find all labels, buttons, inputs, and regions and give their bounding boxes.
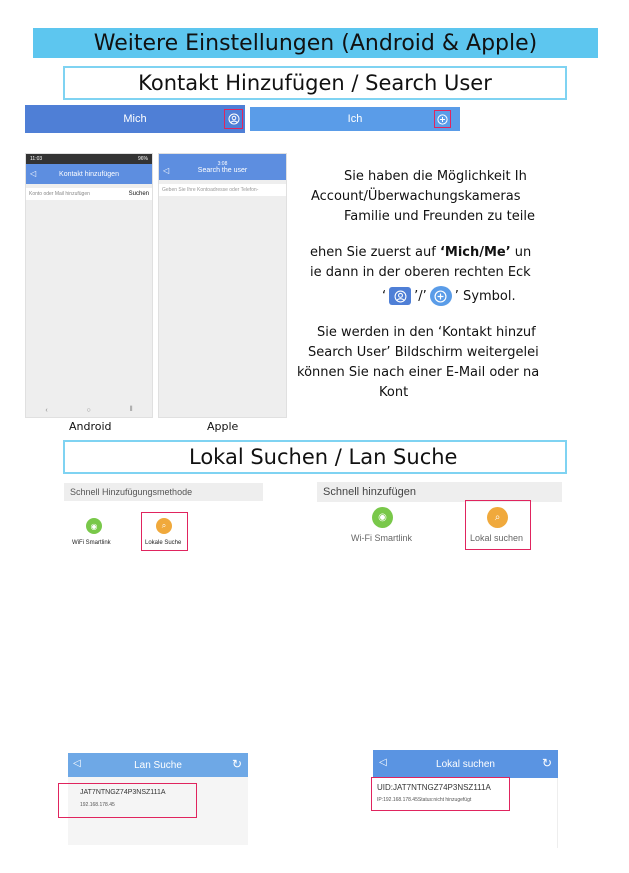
device-status: IP:192.168.178.45Status:nicht hinzugefügt: [377, 797, 472, 803]
user-circle-icon: [394, 290, 407, 303]
android-nav-bar: [26, 403, 152, 417]
user-icon-inline: [389, 287, 411, 305]
lan-search-right: [373, 750, 558, 848]
quick-add-left: [64, 483, 263, 553]
local-search-label[interactable]: Lokale Suche: [145, 540, 182, 546]
instruction-line: ie dann in der oberen rechten Eck: [310, 265, 531, 280]
instruction-line: [310, 245, 531, 260]
search-icon[interactable]: ⌕: [156, 518, 172, 534]
device-uid: JAT7NTNGZ74P3NSZ111A: [80, 789, 166, 796]
instruction-bold: ‘Mich/Me’: [439, 245, 511, 260]
android-search-input[interactable]: Konto oder Mail hinzufügen: [29, 191, 90, 197]
quick-add-right: [317, 482, 562, 554]
quick-add-header: Schnell hinzufügen: [317, 482, 562, 502]
android-search-button[interactable]: Suchen: [128, 191, 149, 197]
instruction-text: ehen Sie zuerst auf: [310, 245, 440, 260]
android-header: [26, 164, 152, 184]
android-caption: Android: [69, 420, 112, 433]
instruction-text: un: [510, 245, 532, 260]
instruction-line: Sie haben die Möglichkeit Ih: [344, 169, 527, 184]
apple-search-input[interactable]: Geben Sie Ihre Kontoadresse oder Telefon-: [162, 187, 259, 193]
device-ip: 192.168.178.45: [80, 802, 115, 808]
ich-tab-bar[interactable]: [250, 107, 460, 131]
apple-status-time: 3:08: [217, 160, 228, 167]
lan-search-left: [68, 753, 248, 845]
apple-header-title: Search the user: [197, 166, 248, 174]
add-contact-highlight[interactable]: [224, 109, 243, 129]
device-uid: UID:JAT7NTNGZ74P3NSZ111A: [377, 783, 491, 792]
lan-result-area: [373, 778, 558, 848]
instruction-line: [382, 286, 516, 306]
back-icon[interactable]: ◁: [163, 166, 170, 175]
search-icon[interactable]: ⌕: [487, 507, 508, 528]
quick-add-header: Schnell Hinzufügungsmethode: [64, 483, 263, 501]
android-status-time: 11:03: [30, 156, 43, 162]
instruction-text: ’ Symbol.: [454, 288, 516, 304]
section-title-lan-text: Lokal Suchen / Lan Suche: [189, 445, 458, 469]
instruction-text: ’/’: [414, 288, 427, 304]
android-status-bar: [26, 154, 152, 164]
page-banner: [33, 28, 598, 58]
wifi-smartlink-label[interactable]: Wi-Fi Smartlink: [351, 533, 412, 543]
plus-circle-icon: [434, 290, 447, 303]
lan-search-title: Lokal suchen: [436, 758, 495, 770]
instruction-line: Familie und Freunden zu teile: [344, 209, 535, 224]
section-title-contact: [63, 66, 567, 100]
instruction-line: können Sie nach einer E-Mail oder na: [297, 365, 540, 380]
ich-label: Ich: [347, 113, 363, 125]
plus-icon-inline: [430, 286, 452, 306]
instruction-line: Account/Überwachungskameras: [311, 189, 521, 204]
banner-title: Weitere Einstellungen (Android & Apple): [93, 30, 538, 56]
wifi-icon[interactable]: ◉: [372, 507, 393, 528]
wifi-smartlink-label[interactable]: WiFi Smartlink: [72, 540, 111, 546]
android-screenshot: [25, 153, 153, 418]
instruction-line: Search User’ Bildschirm weitergelei: [308, 345, 539, 360]
lan-search-title: Lan Suche: [134, 759, 182, 771]
apple-screenshot: [158, 153, 287, 418]
instruction-line: Sie werden in den ‘Kontakt hinzuf: [317, 325, 536, 340]
android-header-title: Kontakt hinzufügen: [59, 170, 119, 178]
section-title-contact-text: Kontakt Hinzufügen / Search User: [138, 71, 492, 95]
apple-header: [159, 154, 286, 180]
nav-recent-icon[interactable]: ⦀: [129, 406, 133, 413]
back-icon[interactable]: ◁: [73, 758, 81, 769]
mich-tab-bar[interactable]: [25, 105, 245, 133]
nav-back-icon[interactable]: ‹: [45, 406, 48, 414]
android-status-battery: 96%: [137, 156, 148, 162]
instruction-line: Kont: [379, 385, 409, 400]
android-search-row: [26, 188, 152, 200]
instruction-block: [290, 165, 540, 405]
apple-search-row: [159, 184, 286, 196]
section-title-lan-clip: [189, 445, 458, 469]
plus-highlight[interactable]: [434, 110, 451, 128]
plus-circle-icon: [437, 114, 448, 125]
lan-result-area: [68, 777, 248, 845]
lan-search-header: [373, 750, 558, 778]
instruction-text: ‘: [382, 288, 387, 304]
local-search-label[interactable]: Lokal suchen: [470, 533, 524, 543]
back-icon[interactable]: ◁: [379, 757, 387, 768]
nav-home-icon[interactable]: ○: [86, 406, 91, 414]
refresh-icon[interactable]: ↻: [541, 756, 552, 770]
lan-search-header: [68, 753, 248, 777]
user-circle-icon: [228, 113, 240, 125]
refresh-icon[interactable]: ↻: [231, 757, 242, 771]
wifi-icon[interactable]: ◉: [86, 518, 102, 534]
apple-caption: Apple: [207, 420, 239, 433]
section-title-lan: [63, 440, 567, 474]
back-icon[interactable]: ◁: [30, 169, 37, 178]
mich-label: Mich: [123, 113, 147, 125]
